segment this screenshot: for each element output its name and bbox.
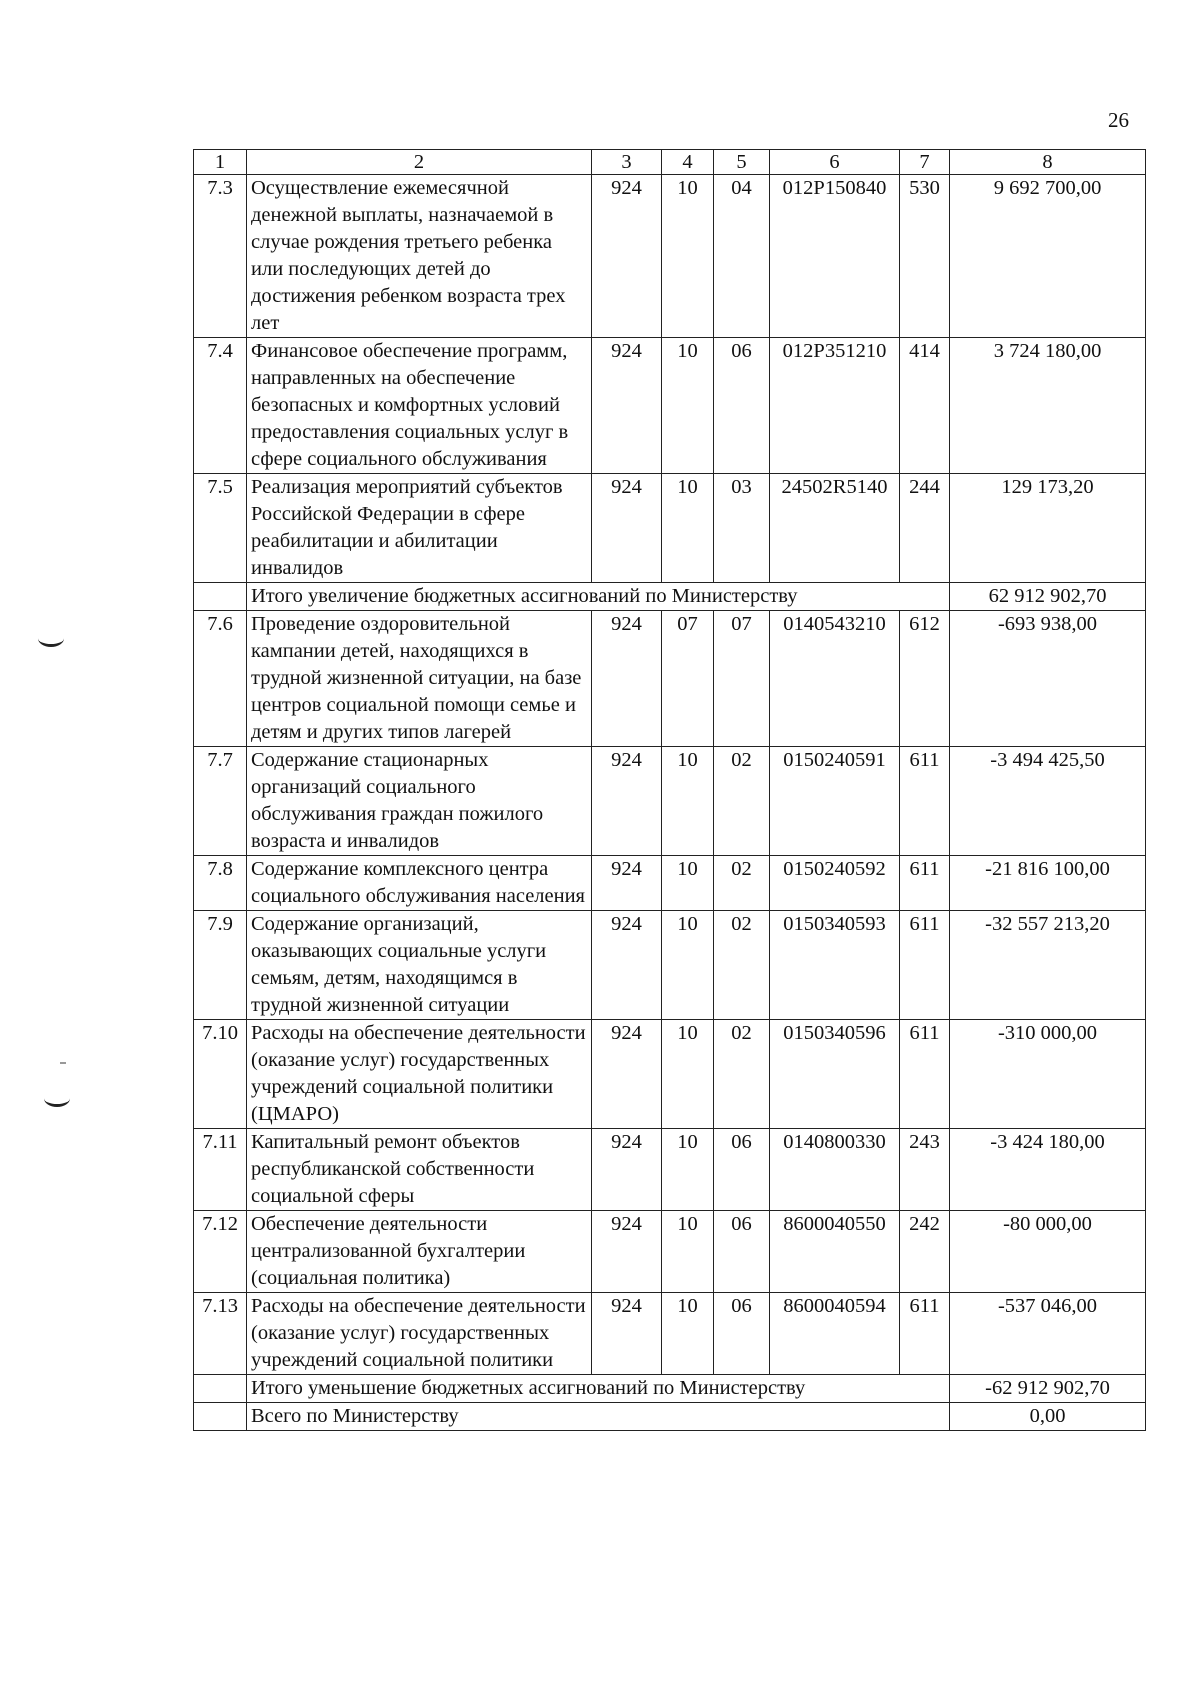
section-code: 10 — [662, 1293, 714, 1375]
target-article-code: 8600040594 — [770, 1293, 900, 1375]
ministry-code: 924 — [592, 1211, 662, 1293]
section-code: 10 — [662, 338, 714, 474]
row-amount: 129 173,20 — [950, 474, 1146, 583]
ministry-code: 924 — [592, 747, 662, 856]
ministry-code: 924 — [592, 611, 662, 747]
subsection-code: 06 — [714, 1293, 770, 1375]
row-amount: -310 000,00 — [950, 1020, 1146, 1129]
row-amount: 3 724 180,00 — [950, 338, 1146, 474]
expense-type-code: 530 — [900, 175, 950, 338]
expense-type-code: 611 — [900, 1293, 950, 1375]
target-article-code: 0140800330 — [770, 1129, 900, 1211]
target-article-code: 8600040550 — [770, 1211, 900, 1293]
total-value: -62 912 902,70 — [950, 1375, 1146, 1403]
row-description: Содержание комплексного центра социального обслуживания населения — [247, 856, 592, 911]
column-header: 5 — [714, 150, 770, 175]
target-article-code: 0140543210 — [770, 611, 900, 747]
grand-total-row — [194, 1403, 1146, 1431]
expense-type-code: 244 — [900, 474, 950, 583]
subsection-code: 02 — [714, 856, 770, 911]
ministry-code: 924 — [592, 1293, 662, 1375]
section-code: 10 — [662, 747, 714, 856]
row-number: 7.7 — [194, 747, 247, 856]
row-description: Содержание стационарных организаций социального обслуживания граждан пожилого возраста и инвалидов — [247, 747, 592, 856]
table-row — [194, 338, 1146, 474]
ministry-code: 924 — [592, 1129, 662, 1211]
table-row — [194, 747, 1146, 856]
target-article-code: 0150240592 — [770, 856, 900, 911]
row-description: Расходы на обеспечение деятельности (оказание услуг) государственных учреждений социальной политики (ЦМАРО) — [247, 1020, 592, 1129]
row-number: 7.8 — [194, 856, 247, 911]
table-row — [194, 1129, 1146, 1211]
row-description: Капитальный ремонт объектов республиканской собственности социальной сферы — [247, 1129, 592, 1211]
page-number: 26 — [1108, 108, 1129, 132]
table-row — [194, 1211, 1146, 1293]
row-amount: -3 494 425,50 — [950, 747, 1146, 856]
subsection-code: 06 — [714, 1129, 770, 1211]
target-article-code: 0150240591 — [770, 747, 900, 856]
row-number: 7.11 — [194, 1129, 247, 1211]
subsection-code: 02 — [714, 747, 770, 856]
column-header: 4 — [662, 150, 714, 175]
column-number-header-row — [194, 150, 1146, 175]
row-amount: -21 816 100,00 — [950, 856, 1146, 911]
table-row — [194, 611, 1146, 747]
ministry-code: 924 — [592, 1020, 662, 1129]
total-label: Итого увеличение бюджетных ассигнований по Министерству — [247, 583, 950, 611]
section-code: 10 — [662, 175, 714, 338]
subsection-code: 06 — [714, 338, 770, 474]
total-value: 0,00 — [950, 1403, 1146, 1431]
row-description: Реализация мероприятий субъектов Российской Федерации в сфере реабилитации и абилитации инвалидов — [247, 474, 592, 583]
row-description: Содержание организаций, оказывающих социальные услуги семьям, детям, находящимся в трудной жизненной ситуации — [247, 911, 592, 1020]
row-number: 7.10 — [194, 1020, 247, 1129]
row-amount: -537 046,00 — [950, 1293, 1146, 1375]
expense-type-code: 611 — [900, 1020, 950, 1129]
section-code: 10 — [662, 1020, 714, 1129]
row-description: Обеспечение деятельности централизованной бухгалтерии (социальная политика) — [247, 1211, 592, 1293]
subsection-code: 02 — [714, 911, 770, 1020]
row-number: 7.6 — [194, 611, 247, 747]
total-increase-row — [194, 583, 1146, 611]
row-number: 7.3 — [194, 175, 247, 338]
expense-type-code: 414 — [900, 338, 950, 474]
target-article-code: 012P351210 — [770, 338, 900, 474]
section-code: 10 — [662, 911, 714, 1020]
subsection-code: 04 — [714, 175, 770, 338]
total-label: Всего по Министерству — [247, 1403, 950, 1431]
subsection-code: 02 — [714, 1020, 770, 1129]
section-code: 10 — [662, 856, 714, 911]
row-description: Расходы на обеспечение деятельности (оказание услуг) государственных учреждений социальной политики — [247, 1293, 592, 1375]
row-number: 7.12 — [194, 1211, 247, 1293]
target-article-code: 0150340593 — [770, 911, 900, 1020]
total-label: Итого уменьшение бюджетных ассигнований по Министерству — [247, 1375, 950, 1403]
margin-pen-mark — [38, 630, 64, 647]
ministry-code: 924 — [592, 911, 662, 1020]
table-row — [194, 1020, 1146, 1129]
expense-type-code: 243 — [900, 1129, 950, 1211]
ministry-code: 924 — [592, 474, 662, 583]
ministry-code: 924 — [592, 856, 662, 911]
row-description: Финансовое обеспечение программ, направленных на обеспечение безопасных и комфортных условий предоставления социальных услуг в сфере социального обслуживания — [247, 338, 592, 474]
section-code: 10 — [662, 474, 714, 583]
row-number: 7.13 — [194, 1293, 247, 1375]
row-amount: -693 938,00 — [950, 611, 1146, 747]
table-row — [194, 856, 1146, 911]
row-number: 7.4 — [194, 338, 247, 474]
empty-cell — [194, 583, 247, 611]
ministry-code: 924 — [592, 175, 662, 338]
column-header: 2 — [247, 150, 592, 175]
subsection-code: 06 — [714, 1211, 770, 1293]
margin-smudge — [60, 1062, 66, 1064]
budget-allocation-table — [193, 149, 1146, 1431]
expense-type-code: 611 — [900, 911, 950, 1020]
expense-type-code: 611 — [900, 856, 950, 911]
column-header: 7 — [900, 150, 950, 175]
subsection-code: 07 — [714, 611, 770, 747]
table-row — [194, 474, 1146, 583]
expense-type-code: 242 — [900, 1211, 950, 1293]
expense-type-code: 611 — [900, 747, 950, 856]
row-amount: -32 557 213,20 — [950, 911, 1146, 1020]
target-article-code: 0150340596 — [770, 1020, 900, 1129]
ministry-code: 924 — [592, 338, 662, 474]
total-decrease-row — [194, 1375, 1146, 1403]
total-value: 62 912 902,70 — [950, 583, 1146, 611]
empty-cell — [194, 1375, 247, 1403]
expense-type-code: 612 — [900, 611, 950, 747]
row-amount: 9 692 700,00 — [950, 175, 1146, 338]
table-row — [194, 1293, 1146, 1375]
target-article-code: 24502R5140 — [770, 474, 900, 583]
section-code: 10 — [662, 1129, 714, 1211]
row-description: Осуществление ежемесячной денежной выплаты, назначаемой в случае рождения третьего ребенка или последующих детей до достижения ребенком возраста трех лет — [247, 175, 592, 338]
row-amount: -80 000,00 — [950, 1211, 1146, 1293]
section-code: 07 — [662, 611, 714, 747]
column-header: 1 — [194, 150, 247, 175]
row-number: 7.5 — [194, 474, 247, 583]
empty-cell — [194, 1403, 247, 1431]
row-number: 7.9 — [194, 911, 247, 1020]
subsection-code: 03 — [714, 474, 770, 583]
table-row — [194, 911, 1146, 1020]
row-description: Проведение оздоровительной кампании детей, находящихся в трудной жизненной ситуации, на базе центров социальной помощи семье и детям и других типов лагерей — [247, 611, 592, 747]
row-amount: -3 424 180,00 — [950, 1129, 1146, 1211]
column-header: 8 — [950, 150, 1146, 175]
section-code: 10 — [662, 1211, 714, 1293]
target-article-code: 012P150840 — [770, 175, 900, 338]
table-row — [194, 175, 1146, 338]
margin-pen-mark — [44, 1090, 70, 1107]
column-header: 6 — [770, 150, 900, 175]
column-header: 3 — [592, 150, 662, 175]
